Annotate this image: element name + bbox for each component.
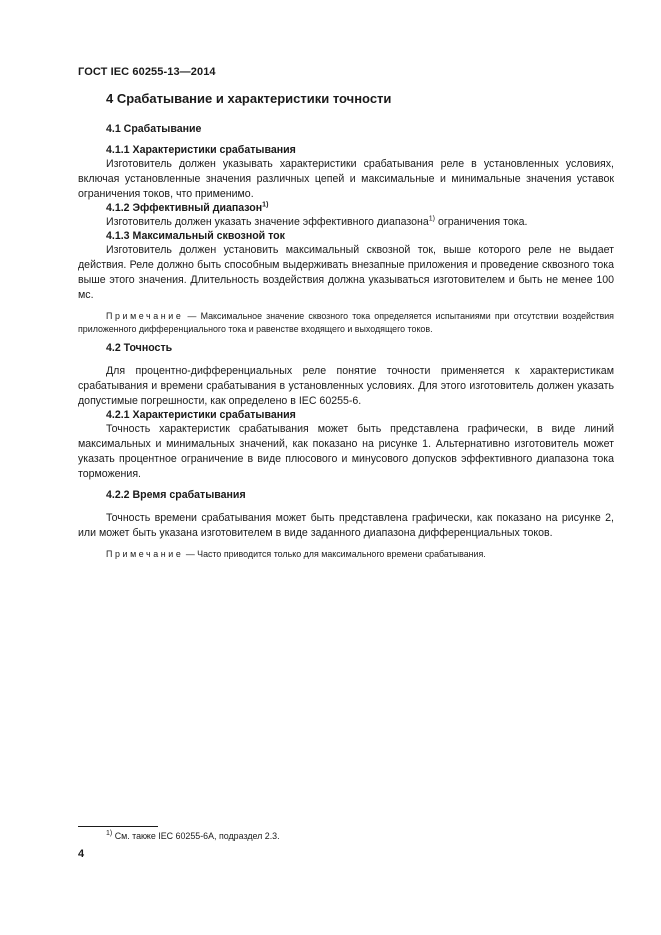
- document-code-header: ГОСТ IEC 60255-13—2014: [78, 66, 216, 78]
- note-2: [78, 548, 614, 561]
- footnote-marker: 1): [106, 830, 113, 838]
- note-2-label: Примечание: [106, 549, 184, 559]
- section-4-1-1-text: Изготовитель должен указывать характеристики срабатывания реле в установленных условиях, включая установленные значения различных цепей и максимальные и минимальные значения уставок ограничения токов, что применимо.: [78, 158, 614, 200]
- note-1: [78, 310, 614, 335]
- section-4-2-1-title: 4.2.1 Характеристики срабатывания: [106, 409, 296, 421]
- section-4-2-1-text: Точность характеристик срабатывания может быть представлена графически, в виде линий максимальных и минимальных значений, как показано на рисунке 1. Альтернативно изготовитель может указать процентное ограничение в виде плюсового и минусового допусков эффективного диапазона тока торможения.: [78, 423, 614, 480]
- footnote-ref: 1): [428, 215, 435, 223]
- section-4-2-title: 4.2 Точность: [106, 342, 173, 354]
- section-4-1-title: 4.1 Срабатывание: [106, 123, 202, 135]
- section-4-1-1-title: 4.1.1 Характеристики срабатывания: [106, 144, 296, 156]
- section-4-1-2-text-a: Изготовитель должен указать значение эффективного диапазона: [106, 216, 429, 228]
- section-4-title: 4 Срабатывание и характеристики точности: [106, 91, 392, 106]
- section-4-1-2-title-text: 4.1.2 Эффективный диапазон: [106, 202, 263, 214]
- section-4-1-2-text: [78, 215, 614, 230]
- note-1-label: Примечание: [106, 311, 184, 321]
- footnote-ref: 1): [262, 201, 269, 209]
- section-4-2-2-title: 4.2.2 Время срабатывания: [106, 489, 246, 501]
- footnote-divider: [78, 826, 158, 827]
- note-1-text: — Максимальное значение сквозного тока определяется испытаниями при отсутствии воздействия приложенного дифференциального тока и равенстве входящего и выходящего токов.: [78, 311, 614, 334]
- section-4-1-2-title: [106, 202, 614, 215]
- section-4-1-2-text-b: ограничения тока.: [435, 216, 528, 228]
- footnote-text: См. также IEC 60255-6А, подраздел 2.3.: [112, 831, 280, 841]
- section-4-2-text: Для процентно-дифференциальных реле понятие точности применяется к характеристикам срабатывания и времени срабатывания в установленных условиях. Для этого изготовитель должен указать допустимые погрешности, как определено в IEC 60255-6.: [78, 365, 614, 407]
- page-body: [78, 86, 614, 561]
- section-4-1-3-title: 4.1.3 Максимальный сквозной ток: [106, 230, 285, 242]
- section-4-2-2-text: Точность времени срабатывания может быть представлена графически, как показано на рисунке 2, или может быть указана изготовителем в виде заданного диапазона дифференциальных токов.: [78, 512, 614, 539]
- footnote: [106, 831, 280, 841]
- note-2-text: — Часто приводится только для максимального времени срабатывания.: [183, 549, 486, 559]
- section-4-1-3-text: Изготовитель должен установить максимальный сквозной ток, выше которого реле не выдает действия. Реле должно быть способным выдерживать внезапные приложения и проведение сквозного тока выше этого значения. Длительность воздействия должна указываться изготовителем и быть не менее 100 мс.: [78, 244, 614, 301]
- page-number: 4: [78, 848, 85, 860]
